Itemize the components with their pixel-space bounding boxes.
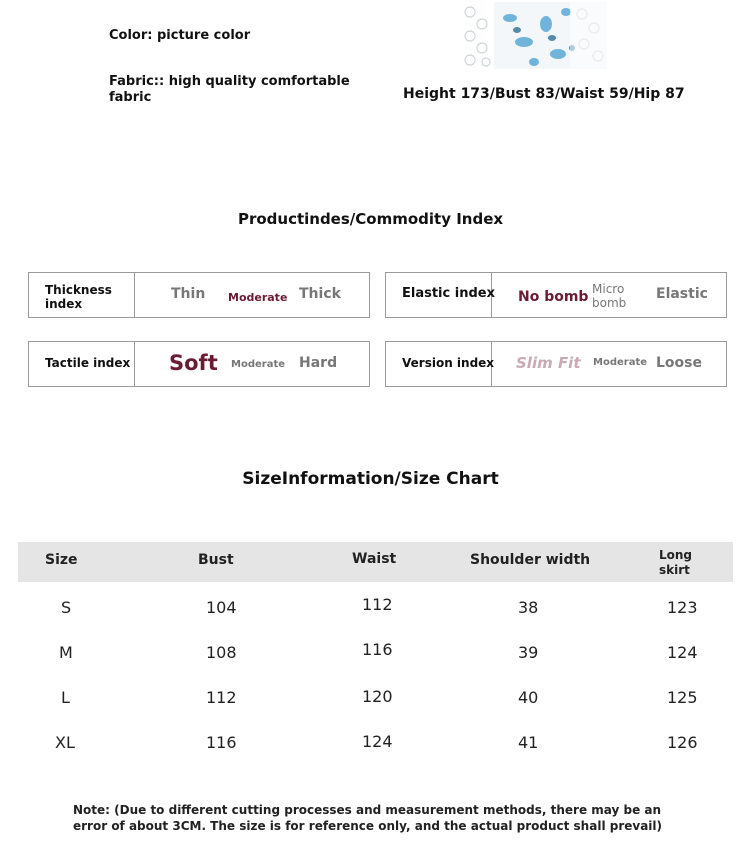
thickness-option-thick: Thick: [299, 286, 341, 302]
tactile-option-hard: Hard: [299, 355, 338, 371]
version-option-moderate: Moderate: [593, 357, 648, 368]
cell-size: M: [59, 643, 73, 662]
header-long-skirt-line1: Long: [659, 548, 693, 562]
cell-waist: 116: [362, 640, 393, 659]
elastic-label: Elastic index: [402, 286, 495, 301]
model-photo: [462, 2, 607, 69]
header-shoulder-width: Shoulder width: [470, 552, 591, 568]
commodity-index-title: Productindes/Commodity Index: [237, 210, 504, 228]
cell-bust: 112: [206, 688, 237, 707]
tactile-option-moderate: Moderate: [231, 359, 286, 370]
cell-shoulder: 41: [518, 733, 539, 752]
cell-waist: 124: [362, 732, 393, 751]
elastic-option-micro-line1: Micro: [592, 282, 625, 296]
version-option-loose: Loose: [656, 355, 702, 371]
elastic-option-no-bomb-selected: No bomb: [518, 289, 589, 305]
lace-dress-image: [462, 2, 607, 69]
cell-long-skirt: 126: [667, 733, 698, 752]
tactile-index-box: [28, 341, 370, 387]
version-index-box: [385, 341, 727, 387]
size-chart-title: SizeInformation/Size Chart: [242, 469, 499, 489]
thickness-label-line1: Thickness: [45, 283, 112, 297]
cell-long-skirt: 123: [667, 598, 698, 617]
fabric-info-line2: fabric: [109, 90, 152, 105]
version-option-slim-fit-selected: Slim Fit: [516, 354, 581, 372]
thickness-label-line2: index: [45, 297, 83, 311]
cell-size: S: [61, 598, 72, 617]
version-label: Version index: [402, 356, 495, 370]
header-waist: Waist: [352, 551, 397, 567]
cell-shoulder: 39: [518, 643, 539, 662]
elastic-option-micro-line2: bomb: [592, 296, 627, 310]
header-bust: Bust: [198, 552, 234, 568]
cell-size: XL: [55, 733, 75, 752]
cell-shoulder: 40: [518, 688, 539, 707]
thickness-option-moderate-selected: Moderate: [228, 291, 288, 304]
model-measurements: Height 173/Bust 83/Waist 59/Hip 87: [403, 86, 685, 102]
tactile-label: Tactile index: [45, 356, 131, 370]
cell-size: L: [61, 688, 70, 707]
elastic-option-elastic: Elastic: [656, 286, 708, 302]
cell-long-skirt: 124: [667, 643, 698, 662]
cell-long-skirt: 125: [667, 688, 698, 707]
cell-bust: 116: [206, 733, 237, 752]
cell-bust: 104: [206, 598, 237, 617]
tactile-option-soft-selected: Soft: [169, 351, 218, 375]
thickness-option-thin: Thin: [171, 286, 206, 302]
color-info: Color: picture color: [109, 28, 251, 43]
note-line2: error of about 3CM. The size is for reference only, and the actual product shall prevail): [73, 819, 663, 833]
cell-waist: 120: [362, 687, 393, 706]
thickness-index-box: [28, 272, 370, 318]
header-long-skirt-line2: skirt: [659, 563, 690, 577]
cell-bust: 108: [206, 643, 237, 662]
elastic-index-box: [385, 272, 727, 318]
fabric-info-line1: Fabric:: high quality comfortable: [109, 74, 350, 89]
cell-waist: 112: [362, 595, 393, 614]
cell-shoulder: 38: [518, 598, 539, 617]
note-line1: Note: (Due to different cutting processes and measurement methods, there may be an: [73, 803, 662, 817]
header-size: Size: [45, 552, 78, 568]
